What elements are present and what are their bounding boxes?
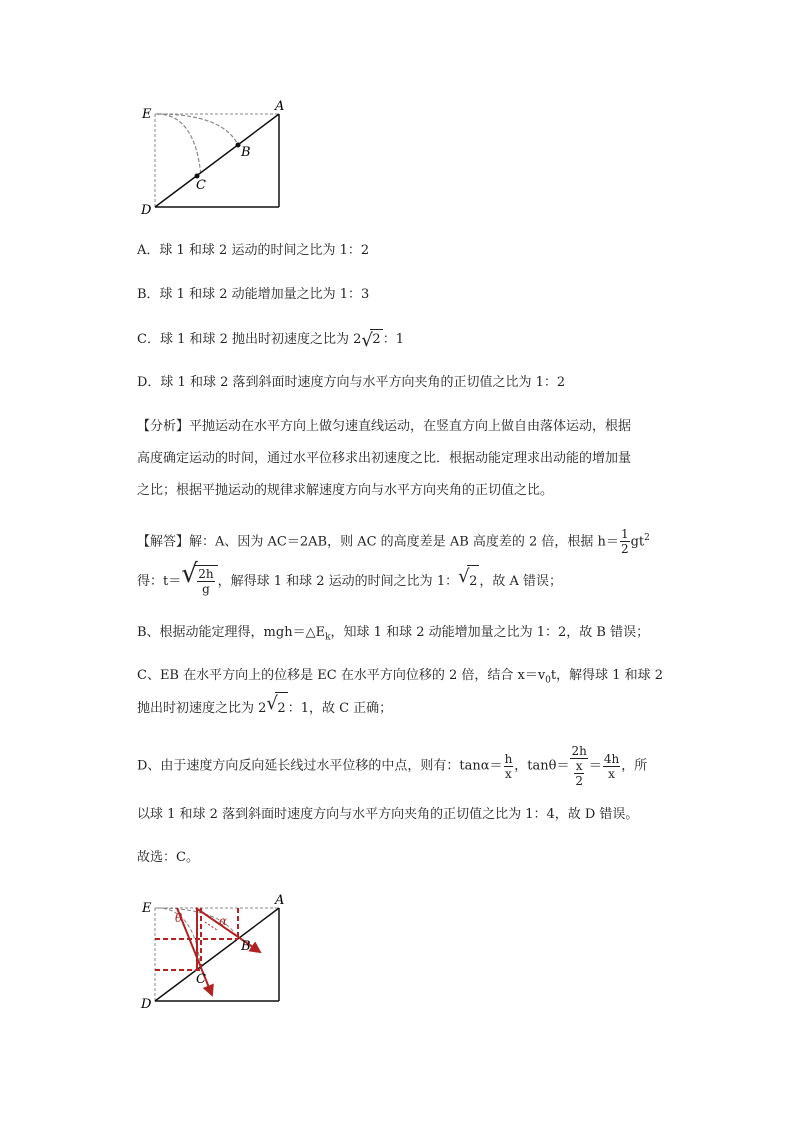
solution-d1-prefix: D、由于速度方向反向延长线过水平位移的中点，则有：tanα＝ xyxy=(137,758,503,774)
solution-a1-tail: gt xyxy=(630,534,645,550)
label-alpha: α xyxy=(219,914,228,928)
sqrt-symbol: √ 2 xyxy=(458,565,479,598)
option-c xyxy=(137,329,404,350)
label-E: E xyxy=(142,107,152,122)
analysis-text-1: 平抛运动在水平方向上做匀速直线运动，在竖直方向上做自由落体运动，根据 xyxy=(189,419,632,434)
label-E: E xyxy=(142,901,152,916)
solution-tag: 【解答】 xyxy=(137,534,190,550)
frac-num: 1 xyxy=(620,527,629,542)
frac-den: 2 xyxy=(575,774,583,788)
option-c-radicand: 2 xyxy=(370,329,382,350)
solution-a2-radicand: 2 xyxy=(467,565,479,598)
frac-num: h xyxy=(504,751,513,766)
label-A: A xyxy=(275,99,285,114)
label-B: B xyxy=(241,939,251,954)
fraction-h-over-x xyxy=(504,752,514,781)
solution-a1-text: 解：A、因为 AC＝2AB，则 AC 的高度差是 AB 高度差的 2 倍，根据 h＝ xyxy=(189,534,619,550)
solution-b-prefix: B、根据动能定理得，mgh＝△E xyxy=(137,625,326,640)
sqrt-symbol: √ 2 xyxy=(266,692,287,725)
frac-num: 2h xyxy=(571,744,587,758)
solution-c2-prefix: 抛出时初速度之比为 2 xyxy=(137,701,267,716)
frac-den xyxy=(570,759,587,788)
sqrt-symbol: √ 2 xyxy=(361,330,381,351)
figure-incline-trajectories xyxy=(135,98,295,220)
solution-b-line xyxy=(137,617,677,654)
frac-den: x xyxy=(505,766,512,781)
fraction-half xyxy=(620,527,630,556)
label-D: D xyxy=(141,203,152,218)
option-b: B．球 1 和球 2 动能增加量之比为 1：3 xyxy=(137,287,370,302)
solution-a-line-2 xyxy=(137,559,677,598)
frac-num: 2h xyxy=(198,567,214,581)
frac-num: 4h xyxy=(603,751,620,766)
analysis-tag: 【分析】 xyxy=(137,419,190,434)
figure-velocity-decomposition xyxy=(135,892,295,1014)
solution-c2-suffix: ：1，故 C 正确； xyxy=(287,701,393,716)
solution-d1-suffix: ，所 xyxy=(621,758,648,774)
analysis-line-2: 高度确定运动的时间，通过水平位移求出初速度之比．根据动能定理求出动能的增加量 xyxy=(137,451,632,466)
solution-d-line-1 xyxy=(137,744,677,788)
solution-a2-suffix: ，故 A 错误； xyxy=(479,574,563,589)
analysis-line-1 xyxy=(137,411,677,443)
fraction-4h-over-x xyxy=(603,752,620,781)
solution-c2-radicand: 2 xyxy=(275,692,287,725)
sqrt-symbol: √ $\frac{2h}{g}$ xyxy=(181,565,217,598)
solution-c-line-2 xyxy=(137,692,677,725)
option-c-prefix: C．球 1 和球 2 抛出时初速度之比为 2 xyxy=(137,332,362,347)
label-theta: θ xyxy=(175,911,183,925)
label-C: C xyxy=(196,178,206,193)
solution-a-line-1 xyxy=(137,522,677,558)
solution-c1-sub: 0 xyxy=(545,675,551,686)
solution-b-suffix: ，知球 1 和球 2 动能增加量之比为 1：2，故 B 错误； xyxy=(330,625,650,640)
label-A: A xyxy=(275,893,285,908)
solution-a2-prefix: 得：t＝ xyxy=(137,574,182,589)
analysis-line-3: 之比；根据平抛运动的规律求解速度方向与水平方向夹角的正切值之比。 xyxy=(137,483,554,498)
solution-c1-suffix: t，解得球 1 和球 2 xyxy=(550,668,664,683)
option-d: D．球 1 和球 2 落到斜面时速度方向与水平方向夹角的正切值之比为 1：2 xyxy=(137,375,566,390)
frac-den: 2 xyxy=(620,542,629,557)
answer-line: 故选：C。 xyxy=(137,850,199,865)
fraction-2h-over-g xyxy=(197,567,214,596)
solution-d-line-2: 以球 1 和球 2 落到斜面时速度方向与水平方向夹角的正切值之比为 1：4，故 D 错误。 xyxy=(137,807,639,822)
frac-den: g xyxy=(202,582,210,596)
solution-d1-mid: ，tanθ＝ xyxy=(514,758,570,774)
fraction-2h-over-x-half xyxy=(570,744,587,788)
frac-num: x xyxy=(575,759,583,773)
option-c-suffix: ：1 xyxy=(382,332,404,347)
solution-c1-prefix: C、EB 在水平方向上的位移是 EC 在水平方向位移的 2 倍，结合 x＝v xyxy=(137,668,546,683)
solution-a1-sup: 2 xyxy=(644,533,650,543)
label-D: D xyxy=(141,997,152,1012)
label-B: B xyxy=(241,145,251,160)
solution-a2-mid: ，解得球 1 和球 2 运动的时间之比为 1： xyxy=(217,574,459,589)
label-C: C xyxy=(196,972,206,987)
option-a: A．球 1 和球 2 运动的时间之比为 1：2 xyxy=(137,243,370,258)
solution-d1-eq: ＝ xyxy=(588,758,602,774)
solution-b-sub: k xyxy=(325,632,331,643)
frac-den: x xyxy=(608,766,615,781)
